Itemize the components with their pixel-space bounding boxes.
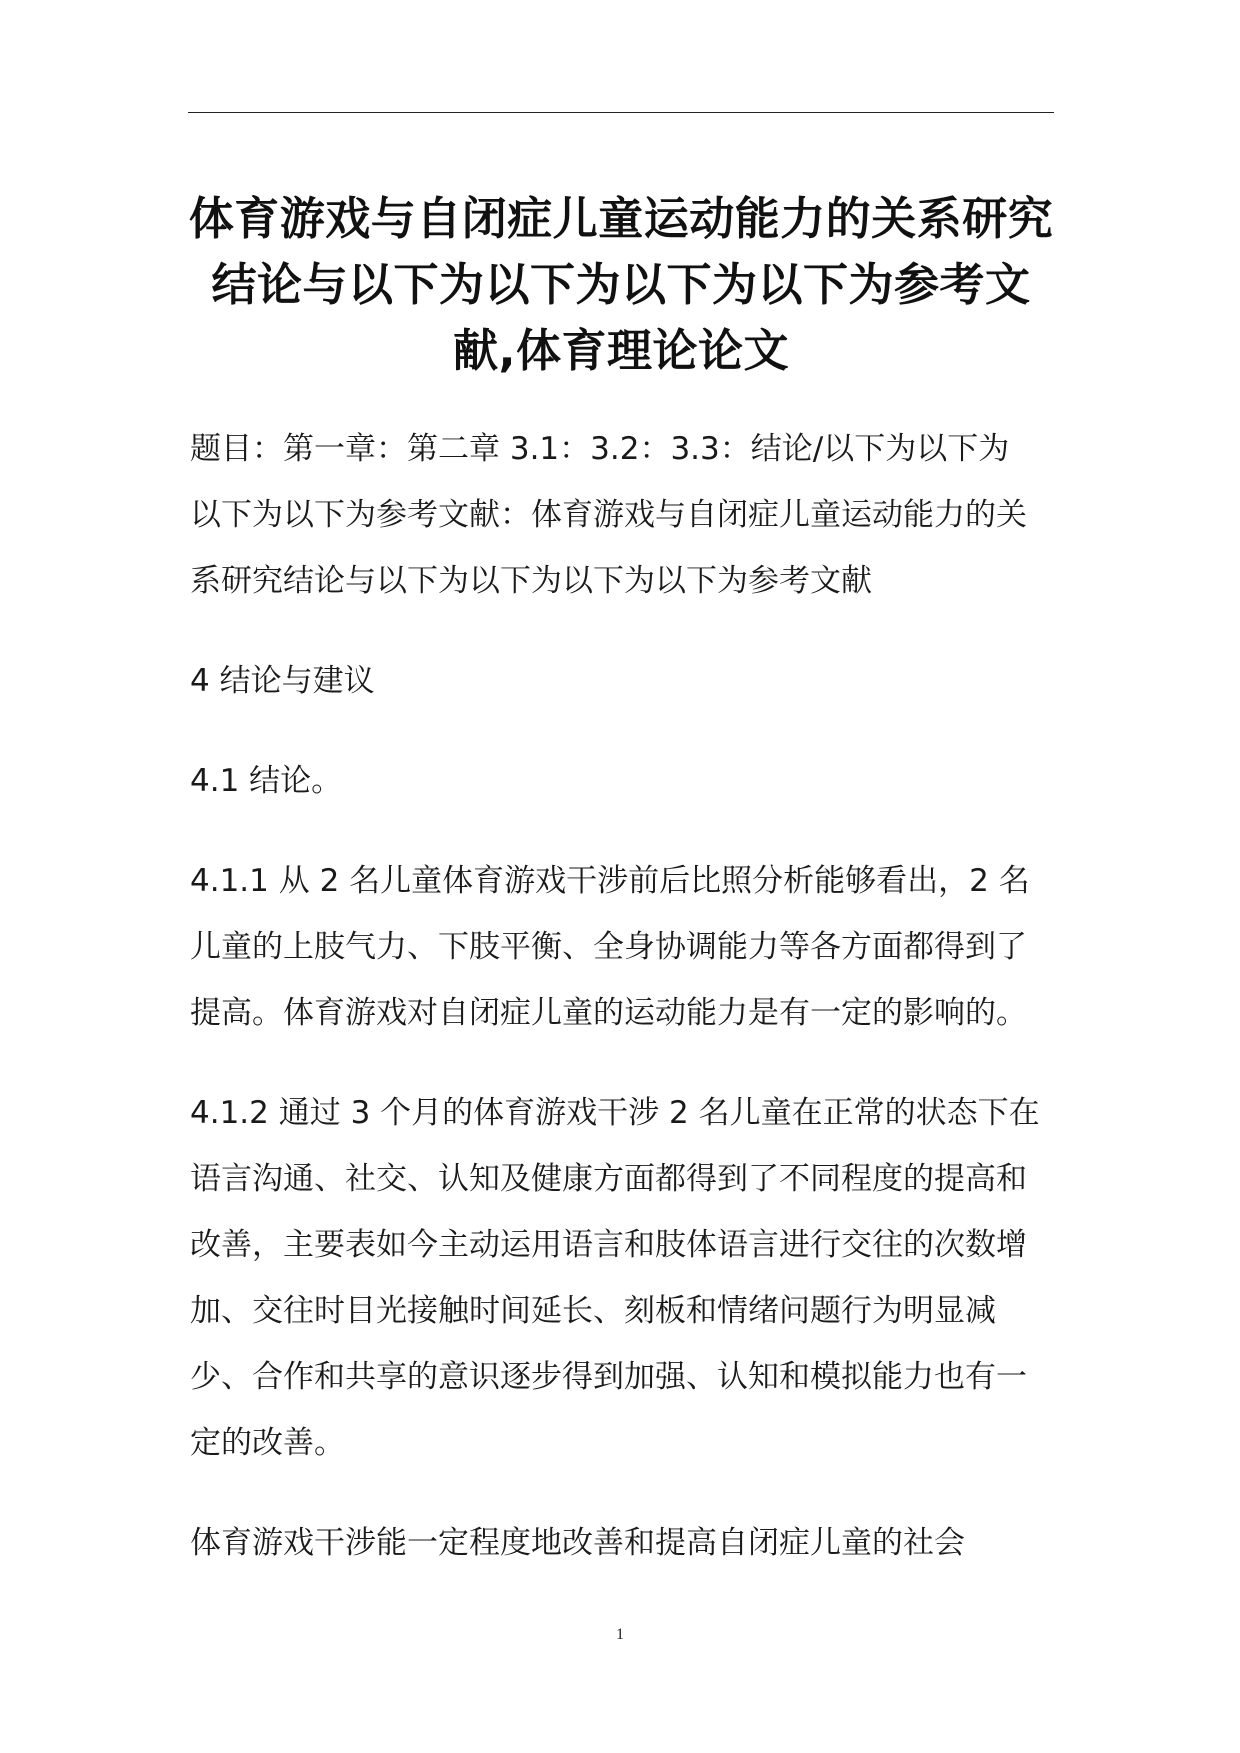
paragraph-continuation: 体育游戏干涉能一定程度地改善和提高自闭症儿童的社会	[190, 1525, 965, 1561]
document-body	[190, 416, 1040, 1576]
paragraph-table-of-contents: 题目：第一章：第二章 3.1：3.2：3.3：结论/以下为以下为以下为以下为参考文献：体育游戏与自闭症儿童运动能力的关系研究结论与以下为以下为以下为以下为参考文献	[190, 431, 1027, 599]
paragraph-4-1-1: 4.1.1 从 2 名儿童体育游戏干涉前后比照分析能够看出，2 名儿童的上肢气力、下肢平衡、全身协调能力等各方面都得到了提高。体育游戏对自闭症儿童的运动能力是有一定的影响的。	[190, 863, 1030, 1031]
page-number: 1	[616, 1626, 624, 1643]
heading-section-4-1: 4.1 结论。	[190, 763, 343, 799]
paragraph-4-1-2: 4.1.2 通过 3 个月的体育游戏干涉 2 名儿童在正常的状态下在语言沟通、社交、认知及健康方面都得到了不同程度的提高和改善，主要表如今主动运用语言和肢体语言进行交往的次数增加、交往时目光接触时间延长、刻板和情绪问题行为明显减少、合作和共享的意识逐步得到加强、认知和模拟能力也有一定的改善。	[190, 1095, 1040, 1461]
heading-section-4: 4 结论与建议	[190, 663, 375, 699]
document-title: 体育游戏与自闭症儿童运动能力的关系研究结论与以下为以下为以下为以下为参考文献,体育理论论文	[188, 192, 1054, 377]
header-rule	[188, 112, 1054, 113]
